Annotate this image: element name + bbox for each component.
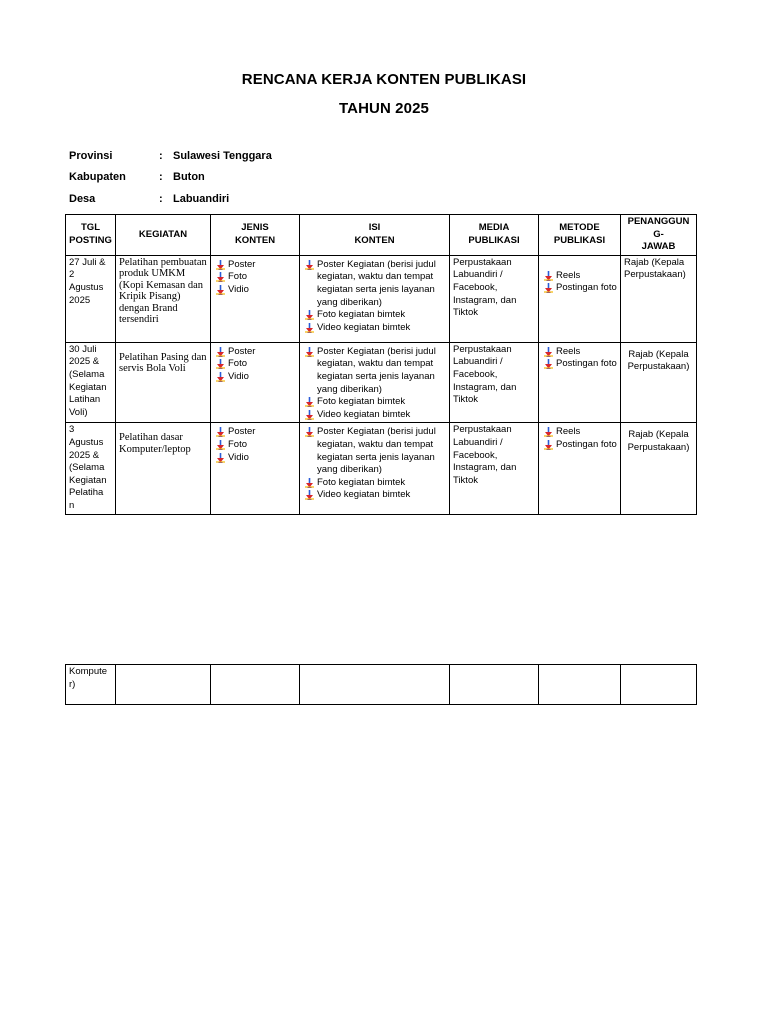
- info-provinsi: [69, 150, 272, 162]
- cell-jenis-konten: [211, 665, 300, 705]
- cell-isi-konten: [300, 255, 450, 342]
- jenis-konten-item: [214, 284, 296, 297]
- isi-konten-item: [303, 426, 446, 476]
- arrow-bullet-icon: [305, 490, 314, 500]
- isi-konten-list: [303, 346, 446, 422]
- cell-penanggung-jawab: Rajab (Kepala Perpustakaan): [621, 342, 697, 423]
- cell-metode-publikasi: [539, 255, 621, 342]
- header-metode-publikasi: METODE PUBLIKASI: [539, 215, 621, 256]
- arrow-bullet-icon: [544, 427, 553, 437]
- arrow-bullet-icon: [305, 397, 314, 407]
- isi-konten-item: [303, 489, 446, 502]
- arrow-bullet-icon: [305, 323, 314, 333]
- table-row: [66, 342, 697, 423]
- info-key: Provinsi: [69, 150, 113, 162]
- jenis-konten-list: [214, 259, 296, 297]
- metode-publikasi-item: [542, 270, 617, 283]
- jenis-konten-list: [214, 346, 296, 384]
- arrow-bullet-icon: [305, 410, 314, 420]
- arrow-bullet-icon: [544, 440, 553, 450]
- jenis-konten-item: [214, 358, 296, 371]
- metode-publikasi-list: [542, 270, 617, 295]
- cell-metode-publikasi: [539, 342, 621, 423]
- cell-kegiatan: [116, 665, 211, 705]
- isi-konten-list: [303, 426, 446, 502]
- header-kegiatan: KEGIATAN: [116, 215, 211, 256]
- cell-penanggung-jawab: Rajab (Kepala Perpustakaan): [621, 255, 697, 342]
- arrow-bullet-icon: [216, 347, 225, 357]
- info-value: Buton: [173, 171, 205, 183]
- table-row: [66, 255, 697, 342]
- cell-media-publikasi: Perpustakaan Labuandiri / Facebook, Instagram, dan Tiktok: [450, 342, 539, 423]
- arrow-bullet-icon: [544, 359, 553, 369]
- cell-tgl-posting: 30 Juli 2025 & (Selama Kegiatan Latihan Voli): [66, 342, 116, 423]
- info-value: Sulawesi Tenggara: [173, 150, 272, 162]
- jenis-konten-item: [214, 452, 296, 465]
- cell-isi-konten: [300, 342, 450, 423]
- isi-konten-item: [303, 259, 446, 309]
- jenis-konten-text: Poster: [228, 426, 256, 438]
- arrow-bullet-icon: [305, 260, 314, 270]
- metode-publikasi-text: Postingan foto: [556, 282, 617, 294]
- continuation-table: [65, 664, 697, 705]
- arrow-bullet-icon: [216, 440, 225, 450]
- isi-konten-list: [303, 259, 446, 335]
- metode-publikasi-text: Reels: [556, 269, 581, 281]
- cell-kegiatan: Pelatihan pembuatan produk UMKM (Kopi Kemasan dan Kripik Pisang) dengan Brand tersendiri: [116, 255, 211, 342]
- info-key: Desa: [69, 193, 96, 205]
- arrow-bullet-icon: [216, 372, 225, 382]
- cell-metode-publikasi: [539, 665, 621, 705]
- arrow-bullet-icon: [544, 283, 553, 293]
- metode-publikasi-item: [542, 346, 617, 359]
- jenis-konten-text: Foto: [228, 438, 248, 450]
- arrow-bullet-icon: [305, 427, 314, 437]
- cell-tgl-posting: 27 Juli & 2 Agustus 2025: [66, 255, 116, 342]
- arrow-bullet-icon: [544, 271, 553, 281]
- isi-konten-text: Foto kegiatan bimtek: [317, 309, 406, 321]
- info-desa: [69, 193, 229, 205]
- header-isi-konten: ISI KONTEN: [300, 215, 450, 256]
- table-header-row: [66, 215, 697, 256]
- cell-jenis-konten: [211, 342, 300, 423]
- metode-publikasi-item: [542, 426, 617, 439]
- arrow-bullet-icon: [216, 260, 225, 270]
- isi-konten-text: Foto kegiatan bimtek: [317, 396, 406, 408]
- jenis-konten-list: [214, 426, 296, 464]
- metode-publikasi-list: [542, 346, 617, 371]
- arrow-bullet-icon: [305, 347, 314, 357]
- document-year: TAHUN 2025: [339, 100, 429, 117]
- metode-publikasi-item: [542, 282, 617, 295]
- jenis-konten-text: Poster: [228, 258, 256, 270]
- cell-tgl-posting: 3 Agustus 2025 & (Selama Kegiatan Pelatiha n: [66, 423, 116, 515]
- isi-konten-item: [303, 396, 446, 409]
- arrow-bullet-icon: [305, 478, 314, 488]
- jenis-konten-text: Foto: [228, 358, 248, 370]
- isi-konten-text: Poster Kegiatan (berisi judul kegiatan, waktu dan tempat kegiatan serta jenis layanan yang diberikan): [317, 258, 436, 308]
- arrow-bullet-icon: [544, 347, 553, 357]
- isi-konten-item: [303, 346, 446, 396]
- isi-konten-text: Video kegiatan bimtek: [317, 408, 411, 420]
- cell-kegiatan: Pelatihan dasar Komputer/leptop: [116, 423, 211, 515]
- isi-konten-text: Poster Kegiatan (berisi judul kegiatan, waktu dan tempat kegiatan serta jenis layanan yang diberikan): [317, 345, 436, 395]
- arrow-bullet-icon: [216, 359, 225, 369]
- jenis-konten-item: [214, 426, 296, 439]
- table-row: [66, 423, 697, 515]
- arrow-bullet-icon: [305, 310, 314, 320]
- metode-publikasi-text: Reels: [556, 426, 581, 438]
- header-jenis-konten: JENIS KONTEN: [211, 215, 300, 256]
- isi-konten-item: [303, 477, 446, 490]
- isi-konten-text: Video kegiatan bimtek: [317, 321, 411, 333]
- header-penanggung-jawab: PENANGGUN G- JAWAB: [621, 215, 697, 256]
- content-plan-table: [65, 214, 697, 515]
- info-sep: :: [159, 171, 163, 183]
- cell-penanggung-jawab: Rajab (Kepala Perpustakaan): [621, 423, 697, 515]
- metode-publikasi-text: Postingan foto: [556, 358, 617, 370]
- metode-publikasi-text: Postingan foto: [556, 438, 617, 450]
- cell-penanggung-jawab: [621, 665, 697, 705]
- jenis-konten-text: Poster: [228, 345, 256, 357]
- info-sep: :: [159, 193, 163, 205]
- isi-konten-item: [303, 409, 446, 422]
- document-title: RENCANA KERJA KONTEN PUBLIKASI: [241, 71, 527, 88]
- cell-media-publikasi: Perpustakaan Labuandiri / Facebook, Instagram, dan Tiktok: [450, 255, 539, 342]
- jenis-konten-item: [214, 271, 296, 284]
- table-row: [66, 665, 697, 705]
- isi-konten-item: [303, 322, 446, 335]
- jenis-konten-item: [214, 439, 296, 452]
- cell-isi-konten: [300, 665, 450, 705]
- isi-konten-text: Video kegiatan bimtek: [317, 489, 411, 501]
- info-sep: :: [159, 150, 163, 162]
- cell-metode-publikasi: [539, 423, 621, 515]
- info-key: Kabupaten: [69, 171, 126, 183]
- header-tgl-posting: TGL POSTING: [66, 215, 116, 256]
- jenis-konten-item: [214, 346, 296, 359]
- isi-konten-item: [303, 309, 446, 322]
- jenis-konten-text: Vidio: [228, 370, 249, 382]
- arrow-bullet-icon: [216, 453, 225, 463]
- cell-jenis-konten: [211, 255, 300, 342]
- jenis-konten-text: Foto: [228, 271, 248, 283]
- cell-tgl-posting: Kompute r): [66, 665, 116, 705]
- jenis-konten-text: Vidio: [228, 283, 249, 295]
- jenis-konten-item: [214, 259, 296, 272]
- cell-jenis-konten: [211, 423, 300, 515]
- cell-isi-konten: [300, 423, 450, 515]
- metode-publikasi-list: [542, 426, 617, 451]
- arrow-bullet-icon: [216, 427, 225, 437]
- header-media-publikasi: MEDIA PUBLIKASI: [450, 215, 539, 256]
- info-value: Labuandiri: [173, 193, 230, 205]
- metode-publikasi-item: [542, 439, 617, 452]
- arrow-bullet-icon: [216, 285, 225, 295]
- cell-kegiatan: Pelatihan Pasing dan servis Bola Voli: [116, 342, 211, 423]
- arrow-bullet-icon: [216, 272, 225, 282]
- isi-konten-text: Foto kegiatan bimtek: [317, 476, 406, 488]
- metode-publikasi-text: Reels: [556, 345, 581, 357]
- isi-konten-text: Poster Kegiatan (berisi judul kegiatan, waktu dan tempat kegiatan serta jenis layanan yang diberikan): [317, 426, 436, 476]
- metode-publikasi-item: [542, 358, 617, 371]
- jenis-konten-text: Vidio: [228, 451, 249, 463]
- cell-media-publikasi: [450, 665, 539, 705]
- info-kabupaten: [69, 171, 205, 183]
- cell-media-publikasi: Perpustakaan Labuandiri / Facebook, Instagram, dan Tiktok: [450, 423, 539, 515]
- jenis-konten-item: [214, 371, 296, 384]
